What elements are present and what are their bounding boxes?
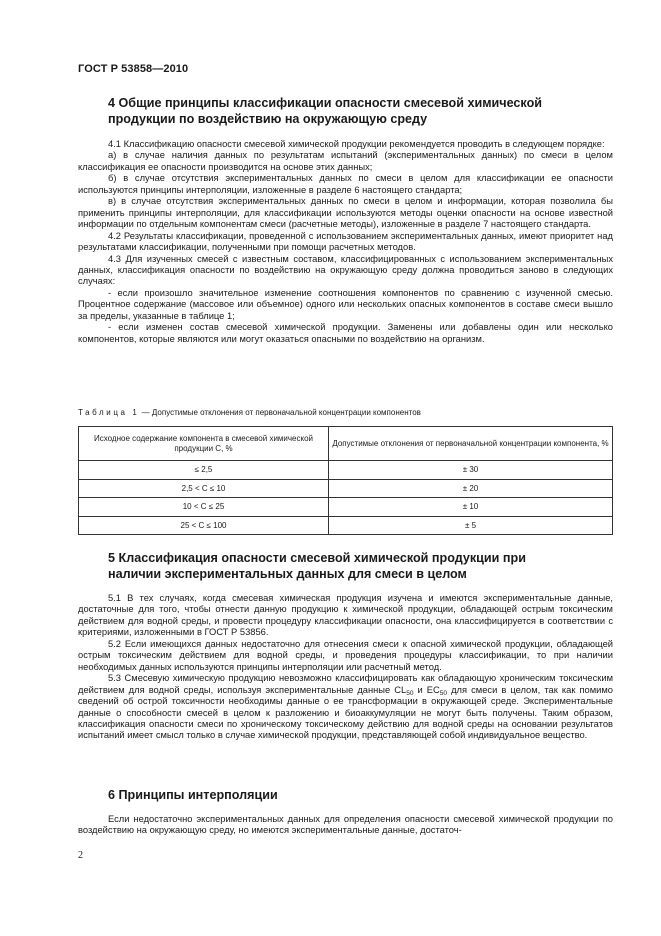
section-5-heading-line2: наличии экспериментальных данных для смеси в целом bbox=[108, 567, 467, 581]
paragraph-5-3 bbox=[78, 673, 613, 742]
paragraph-4-1-c: в) в случае отсутствия экспериментальных данных по смеси в целом и информации, которая позволила бы применить принципы интерполяции, для классификации используются методы оценки опасности на основе известной информации по отдельным компонентам смеси (расчетные методы), изложенные в разделе 7 настоящего стандарта. bbox=[78, 196, 613, 230]
paragraph-4-1-b: б) в случае отсутствия экспериментальных данных по смеси в целом для классификации ее опасности используются принципы интерполяции, изложенные в разделе 6 настоящего стандарта; bbox=[78, 173, 613, 195]
paragraph-5-3-part-2: и EC bbox=[413, 684, 440, 695]
table-caption-text: — Допустимые отклонения от первоначальной концентрации компонентов bbox=[139, 408, 421, 417]
table-cell-deviation: ± 30 bbox=[329, 461, 613, 480]
section-5-body bbox=[78, 593, 613, 742]
table-cell-content: 25 < C ≤ 100 bbox=[79, 516, 329, 535]
subscript-50: 50 bbox=[439, 689, 448, 697]
deviation-table bbox=[78, 426, 613, 535]
subscript-50: 50 bbox=[406, 689, 414, 697]
table-cell-content: 2,5 < C ≤ 10 bbox=[79, 479, 329, 498]
table-header-deviation: Допустимые отклонения от первоначальной концентрации компонента, % bbox=[329, 427, 613, 461]
document-header: ГОСТ Р 53858—2010 bbox=[78, 63, 189, 75]
section-6-heading: 6 Принципы интерполяции bbox=[108, 788, 278, 802]
page-number: 2 bbox=[78, 850, 83, 861]
paragraph-4-2: 4.2 Результаты классификации, проведенной с использованием экспериментальных данных, имеют приоритет над результатами классификации, полученными при помощи расчетных методов. bbox=[78, 230, 613, 253]
table-caption-label: Таблица 1 bbox=[78, 408, 140, 417]
paragraph-4-3: 4.3 Для изученных смесей с известным составом, классифицированных с использованием экспериментальных данных, классификация опасности по воздействию на окружающую среду должна проводиться заново в следующих случаях: bbox=[78, 253, 613, 287]
paragraph-5-3-part-1: 5.3 Смесевую химическую продукцию невозможно классифицировать как обладающую хроническим токсическим действием для водной среды, используя экспериментальные данные CL bbox=[78, 673, 613, 695]
paragraph-6-1: Если недостаточно экспериментальных данных для определения опасности смесевой химической продукции по воздействию на окружающую среду, но имеются экспериментальные данные, достаточ- bbox=[78, 814, 613, 836]
table-row bbox=[79, 461, 613, 480]
paragraph-4-3-item-1: - если произошло значительное изменение соотношения компонентов по сравнению с изученной смесью. Процентное содержание (массовое или объемное) одного или нескольких опасных компонентов в составе смеси вышло за пределы, указанные в таблице 1; bbox=[78, 287, 613, 321]
paragraph-4-1: 4.1 Классификацию опасности смесевой химической продукции рекомендуется проводить в следующем порядке: bbox=[108, 139, 605, 149]
paragraph-5-3-part-3: для смеси в целом, так как помимо сведений об острой токсичности необходимы данные о ее трансформации в окружающей среде. Экспериментальные данные о способности смесей в целом к разложению и биоаккумуляции не могут быть получены. Таким образом, классификация опасности смеси по хроническому токсическому действию для водной среды на основании результатов испытаний имеет смысл только в случае химической продукции, представляющей собой индивидуальное вещество. bbox=[78, 684, 613, 741]
section-4-body bbox=[78, 139, 613, 345]
table-cell-content: ≤ 2,5 bbox=[79, 461, 329, 480]
section-4-heading bbox=[108, 95, 588, 127]
section-5-heading bbox=[108, 550, 588, 582]
table-header-content: Исходное содержание компонента в смесевой химической продукции C, % bbox=[79, 427, 329, 461]
table-cell-content: 10 < C ≤ 25 bbox=[79, 498, 329, 517]
section-6-body bbox=[78, 814, 613, 837]
section-5-heading-line1: 5 Классификация опасности смесевой химической продукции при bbox=[108, 551, 526, 565]
paragraph-4-3-item-2: - если изменен состав смесевой химической продукции. Заменены или добавлены один или несколько компонентов, которые являются или могут оказаться опасными по воздействию на организм. bbox=[78, 322, 613, 344]
paragraph-5-2: 5.2 Если имеющихся данных недостаточно для отнесения смеси к опасной химической продукции, обладающей острым токсическим действием для водной среды, и проведения процедуры классификации, то при наличии необходимых данных используются принципы интерполяции или расчетный метод. bbox=[78, 638, 613, 672]
table-row bbox=[79, 498, 613, 517]
section-4-heading-line2: продукции по воздействию на окружающую среду bbox=[108, 112, 428, 126]
table-cell-deviation: ± 10 bbox=[329, 498, 613, 517]
section-4-heading-line1: 4 Общие принципы классификации опасности смесевой химической bbox=[108, 96, 543, 110]
paragraph-4-1-a: а) в случае наличия данных по результатам испытаний (экспериментальных данных) по смеси в целом классификация ее опасности производится на основе этих данных; bbox=[78, 150, 613, 172]
table-cell-deviation: ± 5 bbox=[329, 516, 613, 535]
table-header-row bbox=[79, 427, 613, 461]
table-row bbox=[79, 479, 613, 498]
paragraph-5-1: 5.1 В тех случаях, когда смесевая химическая продукция изучена и имеются экспериментальные данные, достаточные для того, чтобы отнести данную продукцию к химической продукции, обладающей острым токсическим действием для водной среды, и провести процедуру классификации опасности, она классифицируется в соответствии с критериями, изложенными в ГОСТ Р 53856. bbox=[78, 593, 613, 638]
table-caption bbox=[78, 408, 421, 417]
table-cell-deviation: ± 20 bbox=[329, 479, 613, 498]
table-row bbox=[79, 516, 613, 535]
